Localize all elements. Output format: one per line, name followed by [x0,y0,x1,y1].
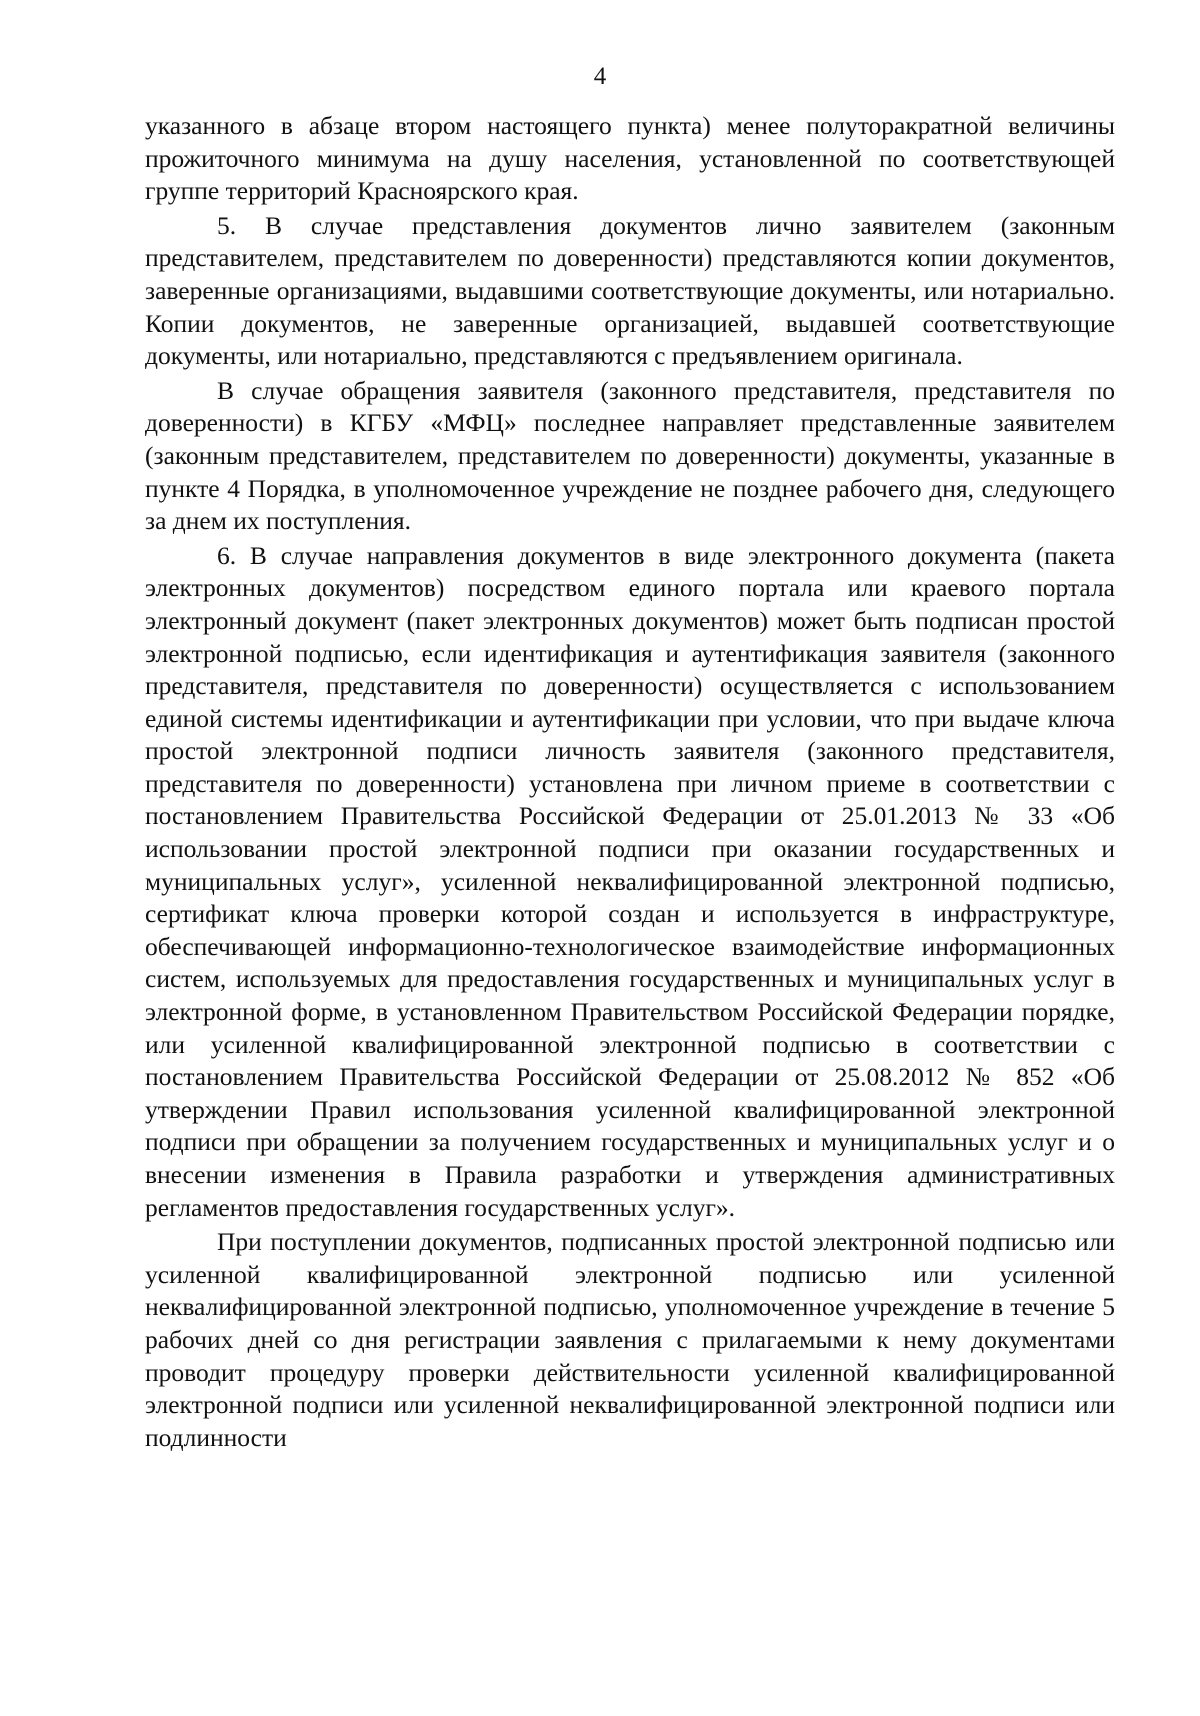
paragraph-item-6: 6. В случае направления документов в виде электронного документа (пакета электронных документов) посредством единого портала или краевого портала электронный документ (пакет электронных документов) может быть подписан простой электронной подписью, если идентификация и аутентификация заявителя (законного представителя, представителя по доверенности) осуществляется с использованием единой системы идентификации и аутентификации при условии, что при выдаче ключа простой электронной подписи личность заявителя (законного представителя, представителя по доверенности) установлена при личном приеме в соответствии с постановлением Правительства Российской Федерации от 25.01.2013 № 33 «Об использовании простой электронной подписи при оказании государственных и муниципальных услуг», усиленной неквалифицированной электронной подписью, сертификат ключа проверки которой создан и используется в инфраструктуре, обеспечивающей информационно-технологическое взаимодействие информационных систем, используемых для предоставления государственных и муниципальных услуг в электронной форме, в установленном Правительством Российской Федерации порядке, или усиленной квалифицированной электронной подписью в соответствии с постановлением Правительства Российской Федерации от 25.08.2012 № 852 «Об утверждении Правил использования усиленной квалифицированной электронной подписи при обращении за получением государственных и муниципальных услуг и о внесении изменения в Правила разработки и утверждения административных регламентов предоставления государственных услуг». [145,540,1115,1222]
page-number: 4 [593,63,607,90]
paragraph-item-5: 5. В случае представления документов лично заявителем (законным представителем, представителем по доверенности) представляются копии документов, заверенные организациями, выдавшими соответствующие документы, или нотариально. Копии документов, не заверенные организацией, выдавшей соответствующие документы, или нотариально, представляются с предъявлением оригинала. [145,210,1115,371]
document-body [145,110,1115,1456]
paragraph-continuation: указанного в абзаце втором настоящего пункта) менее полуторакратной величины прожиточного минимума на душу населения, установленной по соответствующей группе территорий Красноярского края. [145,111,1115,206]
paragraph-signature-verification: При поступлении документов, подписанных простой электронной подписью или усиленной квалифицированной электронной подписью или усиленной неквалифицированной электронной подписью, уполномоченное учреждение в течение 5 рабочих дней со дня регистрации заявления с прилагаемыми к нему документами проводит процедуру проверки действительности усиленной квалифицированной электронной подписи или усиленной неквалифицированной электронной подписи или подлинности [145,1227,1115,1452]
paragraph-mfc-submission: В случае обращения заявителя (законного представителя, представителя по доверенности) в КГБУ «МФЦ» последнее направляет представленные заявителем (законным представителем, представителем по доверенности) документы, указанные в пункте 4 Порядка, в уполномоченное учреждение не позднее рабочего дня, следующего за днем их поступления. [145,375,1115,536]
